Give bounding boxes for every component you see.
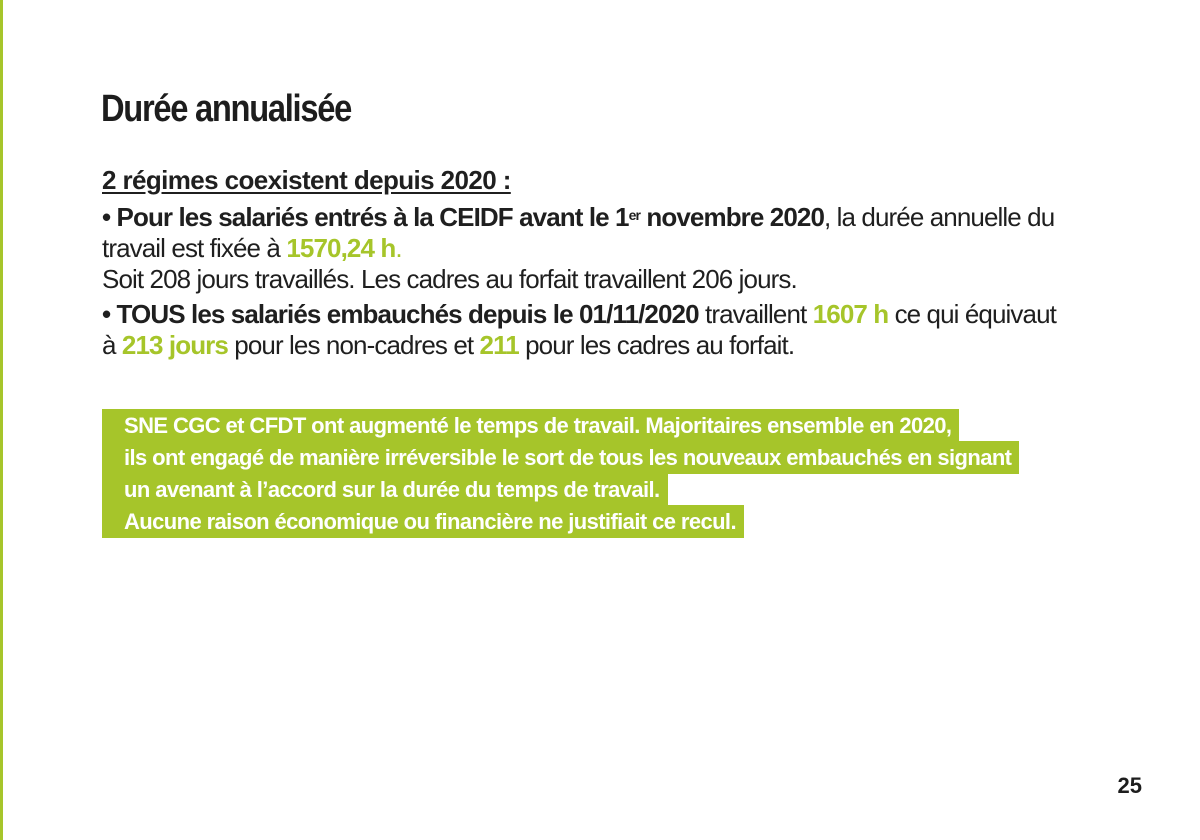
text-segment: pour les cadres au forfait.: [518, 330, 795, 360]
paragraph-line: [102, 202, 1122, 233]
ordinal-superscript: er: [628, 207, 641, 223]
paragraph-after-2020: [102, 299, 1122, 361]
bold-date: novembre 2020: [640, 202, 825, 232]
page-number: 25: [1117, 773, 1142, 798]
highlight-period: .: [395, 233, 402, 263]
text-segment: travaillent: [698, 299, 813, 329]
text-segment: pour les non-cadres et: [227, 330, 480, 360]
highlight-hours: 1570,24 h: [286, 233, 396, 263]
bold-intro: • TOUS les salariés embauchés depuis le 01/11/2020: [102, 299, 699, 329]
highlight-days: 211: [479, 330, 519, 360]
highlight-callout: [102, 409, 1019, 538]
callout-line: SNE CGC et CFDT ont augmenté le temps de travail. Majoritaires ensemble en 2020,: [102, 409, 959, 442]
paragraph-line: Soit 208 jours travaillés. Les cadres au forfait travaillent 206 jours.: [102, 264, 797, 294]
text-segment: ce qui équivaut: [888, 299, 1056, 329]
highlight-days: 213 jours: [121, 330, 228, 360]
bold-intro: • Pour les salariés entrés à la CEIDF avant le 1: [102, 202, 629, 232]
section-subtitle: 2 régimes coexistent depuis 2020 :: [102, 165, 511, 195]
text-segment: , la durée annuelle du: [824, 202, 1055, 232]
text-segment: travail est fixée à: [102, 233, 287, 263]
page-title: Durée annualisée: [101, 88, 351, 130]
highlight-hours: 1607 h: [812, 299, 889, 329]
paragraph-before-2020: [102, 202, 1122, 295]
paragraph-line: [102, 330, 1122, 361]
paragraph-line: [102, 233, 1122, 264]
text-segment: à: [102, 330, 122, 360]
body-text: [102, 165, 1122, 365]
callout-line: Aucune raison économique ou financière ne justifiait ce recul.: [102, 505, 744, 538]
callout-line: un avenant à l’accord sur la durée du temps de travail.: [102, 473, 668, 506]
paragraph-line: [102, 299, 1122, 330]
left-accent-rule: [0, 0, 3, 840]
callout-line: ils ont engagé de manière irréversible le sort de tous les nouveaux embauchés en signant: [102, 441, 1019, 474]
